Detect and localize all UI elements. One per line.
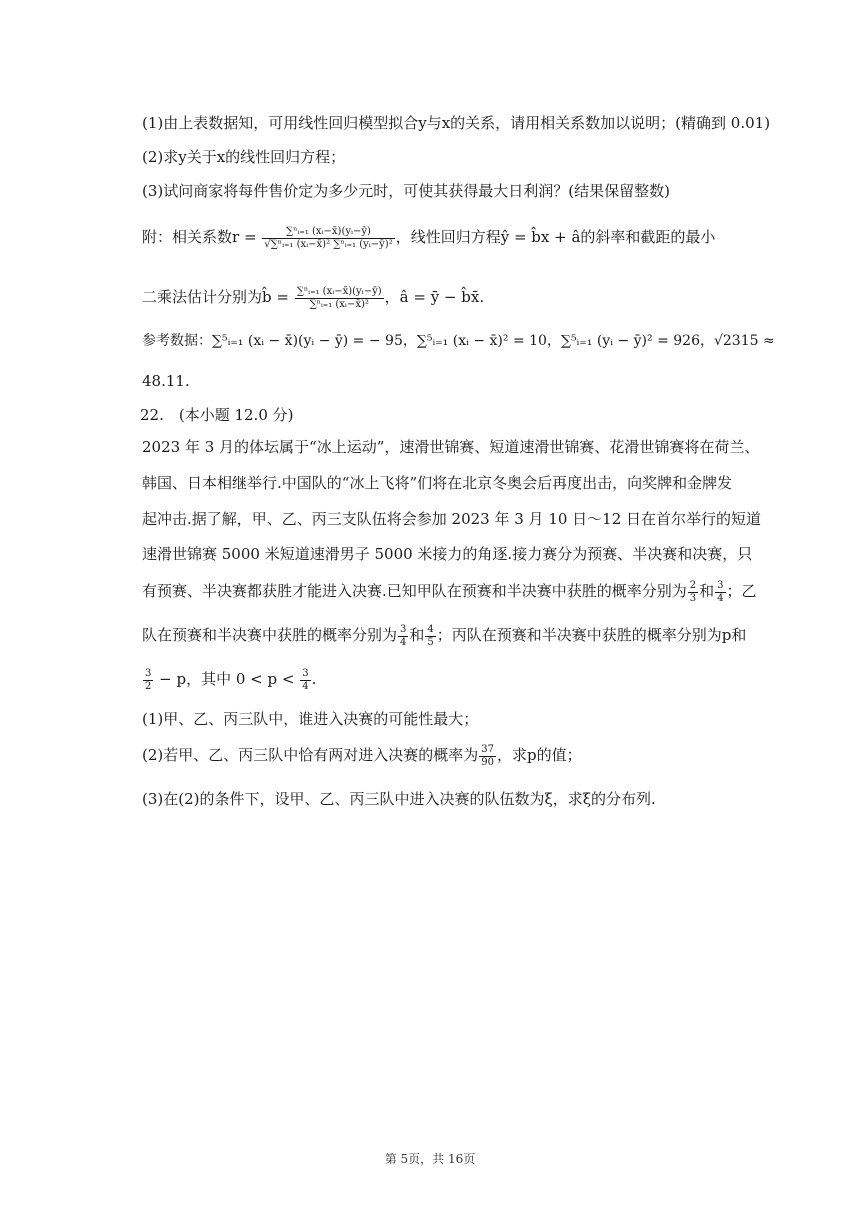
fraction-numerator: 3: [400, 623, 407, 635]
fraction-denominator: 90: [481, 756, 494, 768]
attachment-mid: ，线性回归方程ŷ = b̂x + â的斜率和截距的最小: [395, 228, 716, 246]
paragraph-5-text-c: ；乙: [726, 582, 757, 600]
slope-fraction: [295, 286, 384, 311]
sub-question-1: (1)甲、乙、丙三队中，谁进入决赛的可能性最大；: [142, 710, 479, 728]
reference-data-continued: 48.11.: [142, 372, 190, 390]
correlation-denominator: √∑ⁿᵢ₌₁ (xᵢ−x̄)² ∑ⁿᵢ₌₁ (yᵢ−ȳ)²: [264, 238, 393, 250]
reference-data-line: 参考数据：∑⁵ᵢ₌₁ (xᵢ − x̄)(yᵢ − ȳ) = − 95，∑⁵ᵢ₌₁ (xᵢ − x̄)² = 10，∑⁵ᵢ₌₁ (yᵢ − ȳ)² = 926，√2315 ≈: [142, 333, 775, 349]
fraction-numerator: 3: [717, 579, 724, 591]
fraction-denominator: 4: [302, 680, 309, 692]
attachment-prefix: 附：相关系数r =: [142, 228, 262, 246]
fraction-denominator: 2: [145, 680, 152, 692]
fraction-numerator: 3: [302, 667, 309, 679]
fraction-37-90: [479, 744, 496, 769]
paragraph-6-text-c: ；丙队在预赛和半决赛中获胜的概率分别为p和: [436, 626, 747, 644]
fraction-3-4: [715, 580, 725, 605]
paragraph-5-text-a: 有预赛、半决赛都获胜才能进入决赛.已知甲队在预赛和半决赛中获胜的概率分别为: [142, 582, 687, 600]
fraction-denominator: 3: [689, 592, 697, 604]
fraction-denominator: 5: [427, 636, 434, 648]
paragraph-6-text-b: 和: [409, 626, 425, 644]
page-footer: 第 5页，共 16页: [384, 1152, 476, 1166]
paragraph-7-text-b: .: [311, 670, 317, 688]
slope-denominator: ∑ⁿᵢ₌₁ (xᵢ−x̄)²: [309, 298, 369, 310]
paragraph-6-text-a: 队在预赛和半决赛中获胜的概率分别为: [142, 626, 398, 644]
fraction-3-4-b: [398, 624, 408, 649]
question-3-text: (3)试问商家将每件售价定为多少元时，可使其获得最大日利润？(结果保留整数): [142, 182, 670, 200]
question-2-text: (2)求y关于x的线性回归方程；: [142, 148, 346, 166]
correlation-fraction: [262, 226, 394, 251]
fraction-3-2: [143, 668, 153, 693]
sub-question-3: (3)在(2)的条件下，设甲、乙、丙三队中进入决赛的队伍数为ξ，求ξ的分布列.: [142, 790, 656, 808]
fraction-4-5: [425, 624, 435, 649]
least-squares-suffix: ，â = ȳ − b̂x̄.: [384, 288, 485, 306]
fraction-denominator: 4: [717, 592, 724, 604]
paragraph-line-6: [142, 620, 760, 650]
slope-numerator: ∑ⁿᵢ₌₁ (xᵢ−x̄)(yᵢ−ȳ): [296, 285, 382, 297]
sub-question-2-text-b: ，求p的值；: [496, 746, 582, 764]
paragraph-5-text-b: 和: [699, 582, 715, 600]
attachment-formula-line: [142, 222, 760, 252]
paragraph-line-5: [142, 576, 760, 606]
fraction-numerator: 4: [427, 623, 434, 635]
sub-question-2: [142, 740, 760, 770]
correlation-numerator: ∑ⁿᵢ₌₁ (xᵢ−x̄)(yᵢ−ȳ): [262, 226, 394, 239]
fraction-denominator: 4: [400, 636, 407, 648]
fraction-numerator: 3: [145, 667, 152, 679]
question-22-heading: 22. (本小题 12.0 分): [140, 406, 294, 424]
fraction-numerator: 37: [481, 743, 494, 755]
paragraph-line-2: 韩国、日本相继举行.中国队的“冰上飞将”们将在北京冬奥会后再度出击，向奖牌和金牌发: [142, 474, 733, 492]
least-squares-prefix: 二乘法估计分别为b̂ =: [142, 288, 294, 306]
paragraph-line-1: 2023 年 3 月的体坛属于“冰上运动”，速滑世锦赛、短道速滑世锦赛、花滑世锦赛将在荷兰、: [142, 438, 760, 456]
paragraph-7-text-a: − p，其中 0 < p <: [154, 670, 300, 688]
paragraph-line-4: 速滑世锦赛 5000 米短道速滑男子 5000 米接力的角逐.接力赛分为预赛、半决赛和决赛，只: [142, 545, 753, 563]
fraction-2-3: [688, 580, 698, 605]
fraction-numerator: 2: [689, 579, 697, 591]
sub-question-2-text-a: (2)若甲、乙、丙三队中恰有两对进入决赛的概率为: [142, 746, 479, 764]
paragraph-line-7: [142, 664, 760, 694]
fraction-3-4-c: [300, 668, 310, 693]
least-squares-line: [142, 282, 760, 312]
paragraph-line-3: 起冲击.据了解，甲、乙、丙三支队伍将会参加 2023 年 3 月 10 日～12 日在首尔举行的短道: [142, 510, 762, 528]
question-1-text: (1)由上表数据知，可用线性回归模型拟合y与x的关系，请用相关系数加以说明；(精确到 0.01): [142, 114, 771, 132]
